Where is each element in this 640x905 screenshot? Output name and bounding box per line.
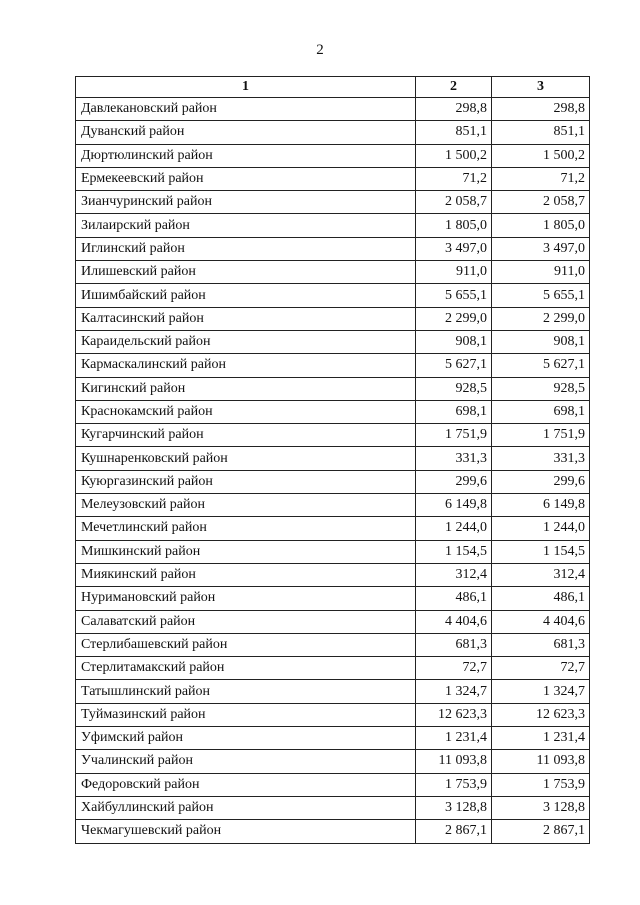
column-header-1: 1 (76, 77, 416, 98)
district-name-cell: Краснокамский район (76, 400, 416, 423)
table-row (76, 121, 590, 144)
district-name-cell: Куюргазинский район (76, 470, 416, 493)
table-row (76, 284, 590, 307)
value-cell-col3: 1 324,7 (492, 680, 590, 703)
table-body (76, 98, 590, 844)
value-cell-col3: 681,3 (492, 633, 590, 656)
value-cell-col2: 298,8 (416, 98, 492, 121)
district-name-cell: Хайбуллинский район (76, 796, 416, 819)
table-row (76, 354, 590, 377)
column-header-2: 2 (416, 77, 492, 98)
value-cell-col3: 71,2 (492, 167, 590, 190)
district-name-cell: Туймазинский район (76, 703, 416, 726)
table-header-row (76, 77, 590, 98)
value-cell-col3: 3 497,0 (492, 237, 590, 260)
value-cell-col2: 5 655,1 (416, 284, 492, 307)
table-row (76, 563, 590, 586)
district-name-cell: Уфимский район (76, 727, 416, 750)
district-name-cell: Калтасинский район (76, 307, 416, 330)
value-cell-col3: 928,5 (492, 377, 590, 400)
value-cell-col3: 1 500,2 (492, 144, 590, 167)
district-name-cell: Федоровский район (76, 773, 416, 796)
value-cell-col3: 72,7 (492, 657, 590, 680)
value-cell-col3: 1 154,5 (492, 540, 590, 563)
value-cell-col2: 1 805,0 (416, 214, 492, 237)
table-row (76, 167, 590, 190)
table-row (76, 587, 590, 610)
value-cell-col2: 11 093,8 (416, 750, 492, 773)
value-cell-col3: 5 627,1 (492, 354, 590, 377)
value-cell-col2: 71,2 (416, 167, 492, 190)
district-name-cell: Татышлинский район (76, 680, 416, 703)
value-cell-col2: 2 058,7 (416, 191, 492, 214)
value-cell-col2: 299,6 (416, 470, 492, 493)
district-name-cell: Кугарчинский район (76, 424, 416, 447)
district-name-cell: Чекмагушевский район (76, 820, 416, 843)
page-number: 2 (316, 42, 324, 58)
value-cell-col3: 486,1 (492, 587, 590, 610)
table-row (76, 144, 590, 167)
value-cell-col2: 1 500,2 (416, 144, 492, 167)
table-row (76, 727, 590, 750)
value-cell-col2: 1 751,9 (416, 424, 492, 447)
value-cell-col3: 2 058,7 (492, 191, 590, 214)
value-cell-col2: 5 627,1 (416, 354, 492, 377)
value-cell-col2: 12 623,3 (416, 703, 492, 726)
district-name-cell: Кушнаренковский район (76, 447, 416, 470)
table-row (76, 610, 590, 633)
table-row (76, 377, 590, 400)
value-cell-col2: 312,4 (416, 563, 492, 586)
table-row (76, 400, 590, 423)
value-cell-col3: 298,8 (492, 98, 590, 121)
table-row (76, 657, 590, 680)
table-row (76, 191, 590, 214)
value-cell-col2: 1 154,5 (416, 540, 492, 563)
value-cell-col3: 12 623,3 (492, 703, 590, 726)
value-cell-col2: 2 867,1 (416, 820, 492, 843)
value-cell-col3: 2 299,0 (492, 307, 590, 330)
district-name-cell: Зианчуринский район (76, 191, 416, 214)
district-name-cell: Мечетлинский район (76, 517, 416, 540)
value-cell-col3: 5 655,1 (492, 284, 590, 307)
table-row (76, 540, 590, 563)
value-cell-col2: 908,1 (416, 330, 492, 353)
value-cell-col2: 6 149,8 (416, 494, 492, 517)
value-cell-col3: 1 244,0 (492, 517, 590, 540)
value-cell-col2: 681,3 (416, 633, 492, 656)
table-row (76, 470, 590, 493)
table-row (76, 796, 590, 819)
table-row (76, 773, 590, 796)
table-row (76, 633, 590, 656)
value-cell-col3: 698,1 (492, 400, 590, 423)
value-cell-col2: 3 497,0 (416, 237, 492, 260)
value-cell-col2: 851,1 (416, 121, 492, 144)
value-cell-col2: 928,5 (416, 377, 492, 400)
value-cell-col3: 2 867,1 (492, 820, 590, 843)
value-cell-col3: 4 404,6 (492, 610, 590, 633)
table-row (76, 237, 590, 260)
district-name-cell: Стерлибашевский район (76, 633, 416, 656)
table-row (76, 750, 590, 773)
district-name-cell: Учалинский район (76, 750, 416, 773)
value-cell-col2: 1 753,9 (416, 773, 492, 796)
table-row (76, 680, 590, 703)
district-name-cell: Стерлитамакский район (76, 657, 416, 680)
district-name-cell: Кигинский район (76, 377, 416, 400)
district-name-cell: Мелеузовский район (76, 494, 416, 517)
value-cell-col3: 3 128,8 (492, 796, 590, 819)
value-cell-col3: 6 149,8 (492, 494, 590, 517)
districts-table (75, 76, 590, 844)
value-cell-col3: 11 093,8 (492, 750, 590, 773)
table-row (76, 424, 590, 447)
value-cell-col3: 299,6 (492, 470, 590, 493)
value-cell-col3: 1 805,0 (492, 214, 590, 237)
table-row (76, 307, 590, 330)
value-cell-col3: 331,3 (492, 447, 590, 470)
value-cell-col2: 1 244,0 (416, 517, 492, 540)
value-cell-col2: 1 324,7 (416, 680, 492, 703)
value-cell-col2: 1 231,4 (416, 727, 492, 750)
value-cell-col2: 4 404,6 (416, 610, 492, 633)
value-cell-col2: 72,7 (416, 657, 492, 680)
value-cell-col2: 331,3 (416, 447, 492, 470)
table-row (76, 703, 590, 726)
table-row (76, 517, 590, 540)
district-name-cell: Кармаскалинский район (76, 354, 416, 377)
value-cell-col3: 1 753,9 (492, 773, 590, 796)
value-cell-col3: 1 231,4 (492, 727, 590, 750)
district-name-cell: Иглинский район (76, 237, 416, 260)
table-row (76, 330, 590, 353)
district-name-cell: Дуванский район (76, 121, 416, 144)
value-cell-col2: 3 128,8 (416, 796, 492, 819)
district-name-cell: Зилаирский район (76, 214, 416, 237)
district-name-cell: Ермекеевский район (76, 167, 416, 190)
table-row (76, 447, 590, 470)
table-row (76, 820, 590, 843)
value-cell-col3: 908,1 (492, 330, 590, 353)
district-name-cell: Дюртюлинский район (76, 144, 416, 167)
value-cell-col2: 911,0 (416, 261, 492, 284)
value-cell-col3: 851,1 (492, 121, 590, 144)
value-cell-col2: 486,1 (416, 587, 492, 610)
table-row (76, 98, 590, 121)
district-name-cell: Караидельский район (76, 330, 416, 353)
value-cell-col3: 1 751,9 (492, 424, 590, 447)
value-cell-col3: 911,0 (492, 261, 590, 284)
column-header-3: 3 (492, 77, 590, 98)
district-name-cell: Миякинский район (76, 563, 416, 586)
table-row (76, 214, 590, 237)
district-name-cell: Ишимбайский район (76, 284, 416, 307)
district-name-cell: Илишевский район (76, 261, 416, 284)
value-cell-col2: 698,1 (416, 400, 492, 423)
district-name-cell: Давлекановский район (76, 98, 416, 121)
table-row (76, 261, 590, 284)
value-cell-col3: 312,4 (492, 563, 590, 586)
table-row (76, 494, 590, 517)
district-name-cell: Нуримановский район (76, 587, 416, 610)
district-name-cell: Мишкинский район (76, 540, 416, 563)
district-name-cell: Салаватский район (76, 610, 416, 633)
value-cell-col2: 2 299,0 (416, 307, 492, 330)
